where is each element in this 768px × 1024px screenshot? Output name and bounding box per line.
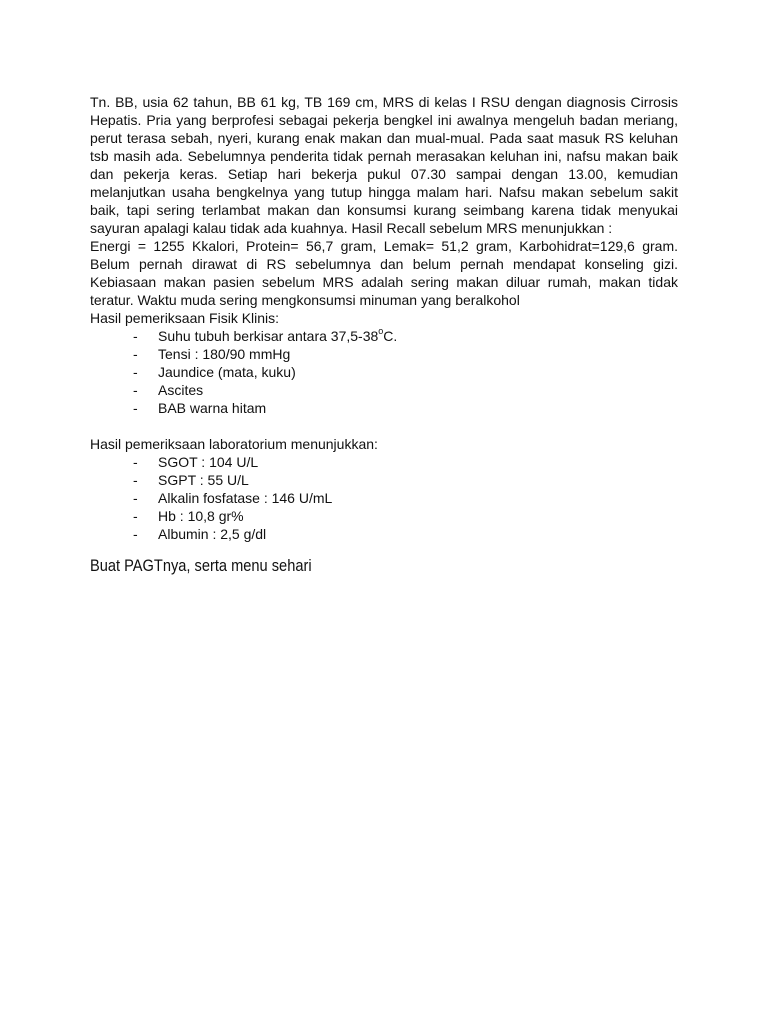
physical-exam-list [90, 327, 678, 417]
spacer [90, 417, 678, 435]
list-bullet: - [133, 454, 138, 470]
list-item-text: Albumin : 2,5 g/dl [158, 526, 267, 542]
temperature-degree: o [378, 326, 384, 337]
list-item [90, 327, 678, 345]
list-bullet: - [133, 382, 138, 398]
list-bullet: - [133, 472, 138, 488]
physical-exam-title: Hasil pemeriksaan Fisik Klinis: [90, 310, 280, 326]
list-bullet: - [133, 526, 138, 542]
case-paragraph-1: Tn. BB, usia 62 tahun, BB 61 kg, TB 169 cm, MRS di kelas I RSU dengan diagnosis Cirrosis Hepatis. Pria yang berprofesi sebagai pekerja bengkel ini awalnya mengeluh badan meriang, perut terasa sebah, nyeri, kurang enak makan dan mual-mual. Pada saat masuk RS keluhan tsb masih ada. Sebelumnya penderita tidak pernah merasakan keluhan ini, nafsu makan baik dan pekerja keras. Setiap hari bekerja pukul 07.30 sampai dengan 13.00, kemudian melanjutkan usaha bengkelnya yang tutup hingga malam hari. Nafsu makan sebelum sakit baik, tapi sering terlambat makan dan konsumsi kurang seimbang karena tidak menyukai sayuran apalagi kalau tidak ada kuahnya. Hasil Recall sebelum MRS menunjukkan : [90, 94, 678, 236]
lab-exam-title: Hasil pemeriksaan laboratorium menunjukkan: [90, 436, 378, 452]
list-item-text: SGOT : 104 U/L [158, 454, 259, 470]
list-item-text: SGPT : 55 U/L [158, 472, 249, 488]
list-bullet: - [133, 328, 138, 344]
document-page [90, 93, 678, 577]
list-bullet: - [133, 364, 138, 380]
list-item [90, 489, 678, 507]
list-item [90, 471, 678, 489]
list-item-text: Ascites [158, 382, 204, 398]
list-bullet: - [133, 490, 138, 506]
temperature-suffix: C. [383, 328, 398, 344]
list-item-text: Jaundice (mata, kuku) [158, 364, 296, 380]
list-item [90, 453, 678, 471]
list-bullet: - [133, 346, 138, 362]
list-item [90, 399, 678, 417]
list-item-text: Hb : 10,8 gr% [158, 508, 244, 524]
list-item [90, 525, 678, 543]
list-bullet: - [133, 508, 138, 524]
list-item-text: Alkalin fosfatase : 146 U/mL [158, 490, 333, 506]
list-bullet: - [133, 400, 138, 416]
list-item [90, 507, 678, 525]
list-item [90, 345, 678, 363]
list-item-text: Tensi : 180/90 mmHg [158, 346, 291, 362]
list-item-text: BAB warna hitam [158, 400, 267, 416]
task-instruction: Buat PAGTnya, serta menu sehari [90, 556, 312, 575]
temperature-prefix: Suhu tubuh berkisar antara 37,5-38 [158, 328, 379, 344]
list-item [90, 363, 678, 381]
lab-exam-list [90, 453, 678, 543]
case-paragraph-2: Energi = 1255 Kkalori, Protein= 56,7 gram, Lemak= 51,2 gram, Karbohidrat=129,6 gram. Belum pernah dirawat di RS sebelumnya dan belum pernah mendapat konseling gizi. Kebiasaan makan pasien sebelum MRS adalah sering makan diluar rumah, makan tidak teratur. Waktu muda sering mengkonsumsi minuman yang beralkohol [90, 238, 678, 308]
list-item [90, 381, 678, 399]
